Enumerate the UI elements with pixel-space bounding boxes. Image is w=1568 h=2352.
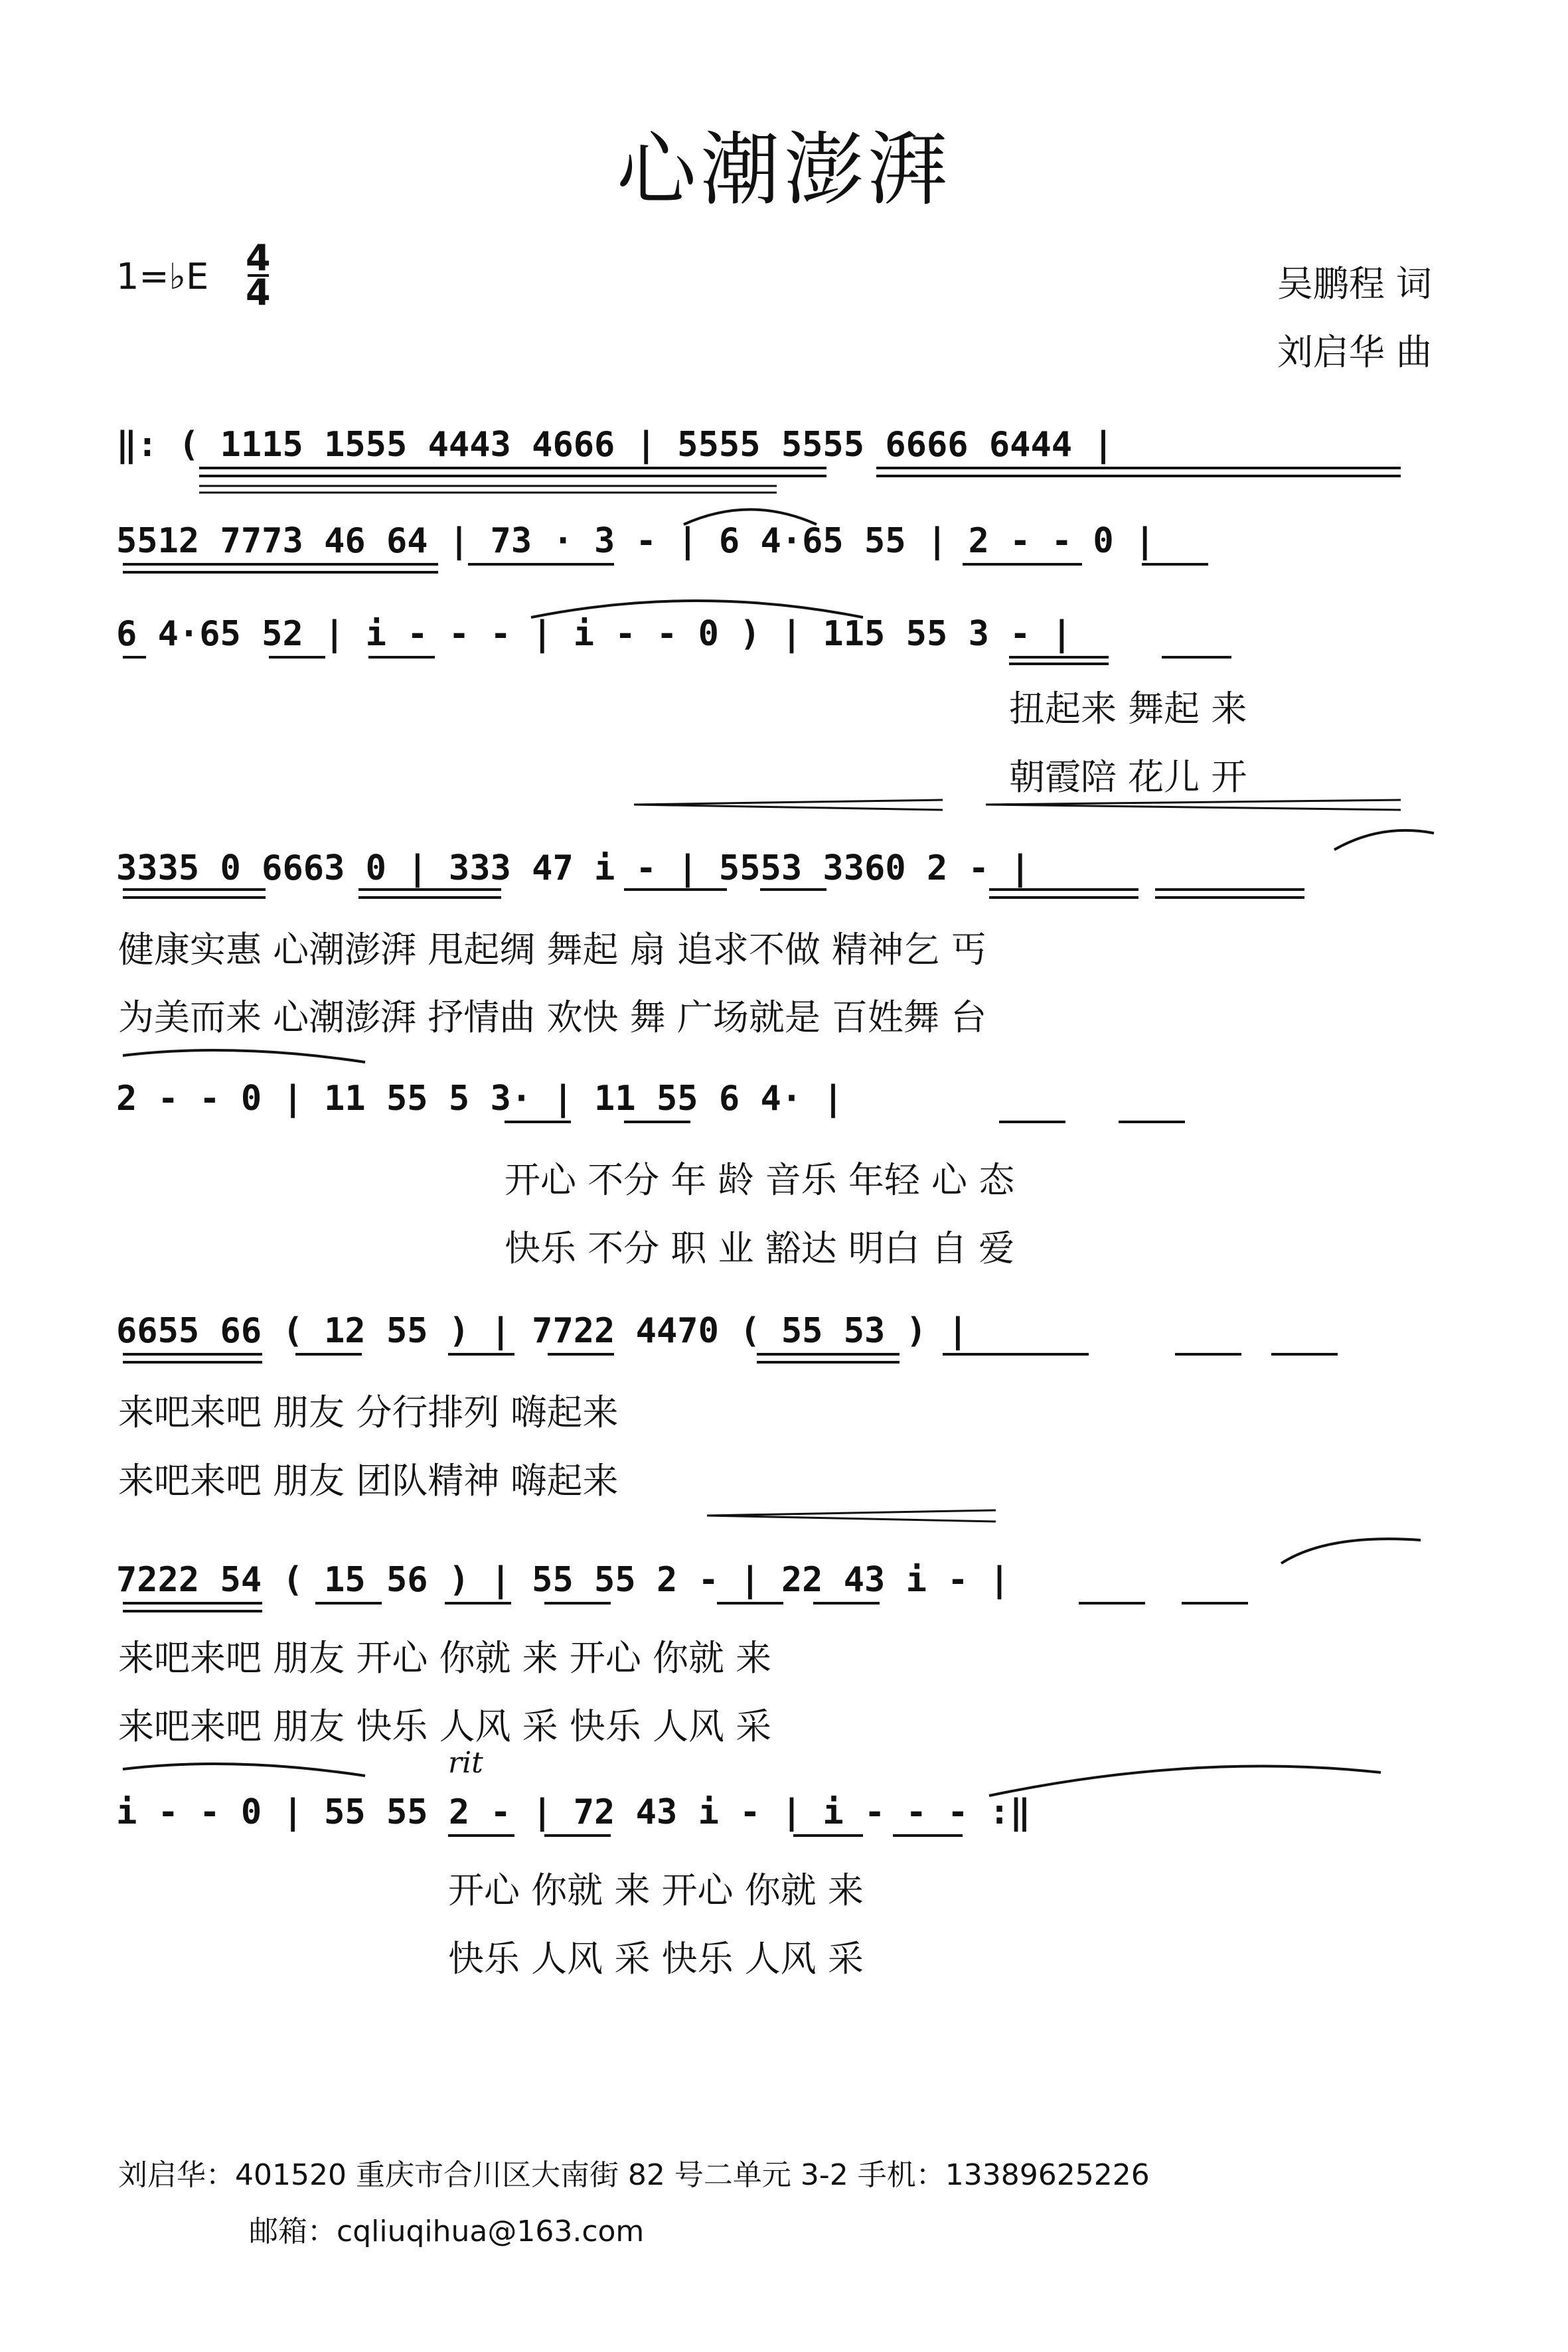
time-signature — [246, 237, 271, 313]
score-system-1: ‖: ( 1115 1555 4443 4666 | 5555 5555 6666 6444 | — [116, 425, 1114, 465]
score-system-3: 6 4·65 52 | i - - - | i - - 0 ) | 115 55 3 - | — [116, 614, 1073, 654]
lyric-line: 扭起来 舞起 来 — [1009, 688, 1247, 730]
time-signature-bottom: 4 — [246, 272, 271, 313]
lyric-line: 开心 你就 来 开心 你就 来 — [448, 1869, 864, 1911]
lyric-line: 朝霞陪 花儿 开 — [1009, 756, 1247, 798]
score-system-6: 6655 66 ( 12 55 ) | 7722 4470 ( 55 53 ) | — [116, 1311, 969, 1351]
composer: 刘启华 曲 — [1277, 331, 1432, 373]
lyric-line: 来吧来吧 朋友 分行排列 嗨起来 — [118, 1391, 619, 1433]
score-system-7: 7222 54 ( 15 56 ) | 55 55 2 - | 22 43 i - | — [116, 1560, 1010, 1600]
page-title: 心潮澎湃 — [617, 124, 951, 216]
lyric-line: 来吧来吧 朋友 开心 你就 来 开心 你就 来 — [118, 1637, 772, 1679]
footer-email: 邮箱：cqliuqihua@163.com — [249, 2215, 645, 2248]
lyric-line: 快乐 人风 采 快乐 人风 采 — [448, 1938, 864, 1980]
tempo-marking: rit — [448, 1746, 483, 1780]
key-signature-label: 1=♭E — [116, 256, 209, 297]
lyric-line: 快乐 不分 职 业 豁达 明白 自 爱 — [505, 1227, 1015, 1269]
time-signature-top: 4 — [246, 237, 271, 279]
score-system-8: i - - 0 | 55 55 2 - | 72 43 i - | i - - - :‖ — [116, 1792, 1031, 1832]
lyric-line: 健康实惠 心潮澎湃 甩起绸 舞起 扇 追求不做 精神乞 丐 — [118, 929, 987, 971]
key-signature — [116, 256, 208, 297]
lyric-line: 来吧来吧 朋友 团队精神 嗨起来 — [118, 1460, 619, 1502]
lyric-line: 开心 不分 年 龄 音乐 年轻 心 态 — [505, 1159, 1015, 1201]
lyric-line: 为美而来 心潮澎湃 抒情曲 欢快 舞 广场就是 百姓舞 台 — [118, 996, 987, 1038]
score-system-5: 2 - - 0 | 11 55 5 3· | 11 55 6 4· | — [116, 1079, 844, 1119]
lyric-line: 来吧来吧 朋友 快乐 人风 采 快乐 人风 采 — [118, 1705, 772, 1747]
lyricist: 吴鹏程 词 — [1277, 263, 1432, 305]
score-system-4: 3335 0 6663 0 | 333 47 i - | 5553 3360 2 - | — [116, 848, 1031, 888]
score-system-2: 5512 7773 46 64 | 73 · 3 - | 6 4·65 55 | 2 - - 0 | — [116, 521, 1156, 561]
footer-address: 刘启华：401520 重庆市合川区大南街 82 号二单元 3-2 手机：13389625226 — [118, 2158, 1150, 2192]
